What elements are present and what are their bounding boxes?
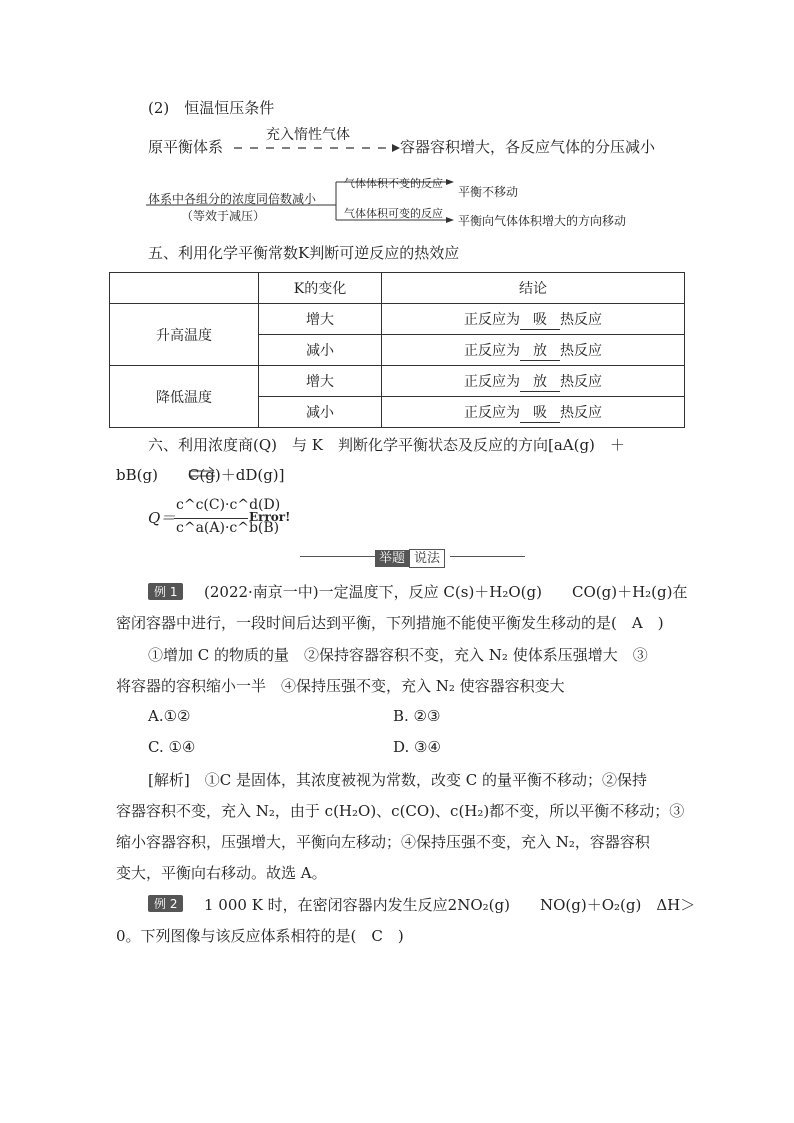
section5-title: 五、利用化学平衡常数K判断可逆反应的热效应 [148, 244, 460, 262]
section6-line1: 六、利用浓度商(Q) 与 K 判断化学平衡状态及反应的方向[aA(g) ＋ [148, 436, 625, 454]
answer-blank: 放 [520, 371, 560, 392]
k-change-cell: 减小 [259, 335, 382, 366]
fraction-bar [174, 518, 248, 519]
analysis-line: 缩小容器容积，压强增大，平衡向左移动；④保持压强不变，充入 N₂，容器容积 [116, 833, 650, 851]
condition-cell: 降低温度 [110, 366, 259, 428]
dashed-arrow [232, 140, 402, 154]
divider-line-right [450, 556, 525, 557]
condition-cell: 升高温度 [110, 304, 259, 366]
k-change-cell: 增大 [259, 304, 382, 335]
example1-badge: 例 1 [148, 583, 183, 600]
answer-blank: 放 [520, 340, 560, 361]
arrow-label: 充入惰性气体 [266, 127, 350, 143]
divider-label: 举题 说法 [375, 547, 445, 566]
section-heading: (2) 恒温恒压条件 [148, 99, 275, 117]
answer-blank: 吸 [520, 309, 560, 330]
branch2-label: 气体体积可变的反应 [344, 207, 443, 220]
divider-line-left [300, 556, 375, 557]
example1-options-line2: 将容器的容积缩小一半 ④保持压强不变，充入 N₂ 使容器容积变大 [116, 677, 565, 695]
branch2-result: 平衡向气体体积增大的方向移动 [458, 214, 627, 228]
example1-options-line1: ①增加 C 的物质的量 ②保持容器容积不变，充入 N₂ 使体系压强增大 ③ [148, 646, 648, 664]
table-row [110, 366, 685, 397]
branch1-label: 气体体积不变的反应 [344, 177, 443, 190]
choice-b: B. ②③ [393, 707, 441, 725]
formula-q: Q＝ [148, 509, 176, 527]
k-change-cell: 减小 [259, 397, 382, 428]
example1-stem-line2: 密闭容器中进行，一段时间后达到平衡，下列措施不能使平衡发生移动的是( A ) [116, 614, 664, 632]
section6-line2: bB(g) C(g)＋dD(g)] [116, 466, 285, 484]
branch1-result: 平衡不移动 [458, 185, 519, 199]
answer-blank: 吸 [520, 402, 560, 423]
equilibrium-line-start: 原平衡体系 [148, 138, 224, 156]
equilibrium-line-end: 容器容积增大，各反应气体的分压减小 [400, 138, 656, 156]
conclusion-cell: 正反应为 放 热反应 [382, 366, 685, 397]
analysis-line: 容器容积不变，充入 N₂，由于 c(H₂O)、c(CO)、c(H₂)都不变，所以平衡不移动；③ [116, 802, 685, 820]
formula-error: Error! [249, 510, 291, 524]
analysis-line: [解析] ①C 是固体，其浓度被视为常数，改变 C 的量平衡不移动；②保持 [148, 771, 647, 789]
choice-d: D. ③④ [393, 738, 441, 756]
diagram-source-note: （等效于减压） [181, 209, 266, 223]
table-header-cell: K的变化 [259, 273, 382, 304]
conclusion-cell: 正反应为 吸 热反应 [382, 304, 685, 335]
reversible-arrow-icon [188, 466, 216, 480]
formula-numerator: c^c(C)·c^d(D) [176, 497, 281, 513]
table-row [110, 304, 685, 335]
example2-stem-line1: 1 000 K 时，在密闭容器内发生反应2NO₂(g) NO(g)＋O₂(g) ΔH＞ [204, 896, 696, 914]
conclusion-cell: 正反应为 吸 热反应 [382, 397, 685, 428]
choice-a: A.①② [148, 707, 191, 725]
table-header-cell [110, 273, 259, 304]
formula-denominator: c^a(A)·c^b(B) [176, 520, 280, 536]
example2-badge: 例 2 [148, 895, 183, 912]
analysis-line: 变大，平衡向右移动。故选 A。 [116, 864, 327, 882]
example2-stem-line2: 0。下列图像与该反应体系相符的是( C ) [116, 927, 404, 945]
example1-stem-line1: (2022·南京一中)一定温度下，反应 C(s)＋H₂O(g) CO(g)＋H₂(g)在 [204, 583, 688, 601]
choice-c: C. ①④ [148, 738, 196, 756]
k-change-cell: 增大 [259, 366, 382, 397]
diagram-source: 体系中各组分的浓度同倍数减小 [148, 192, 317, 206]
table-header-cell: 结论 [382, 273, 685, 304]
table-header-row [110, 273, 685, 304]
conclusion-cell: 正反应为 放 热反应 [382, 335, 685, 366]
k-change-table [109, 272, 685, 428]
